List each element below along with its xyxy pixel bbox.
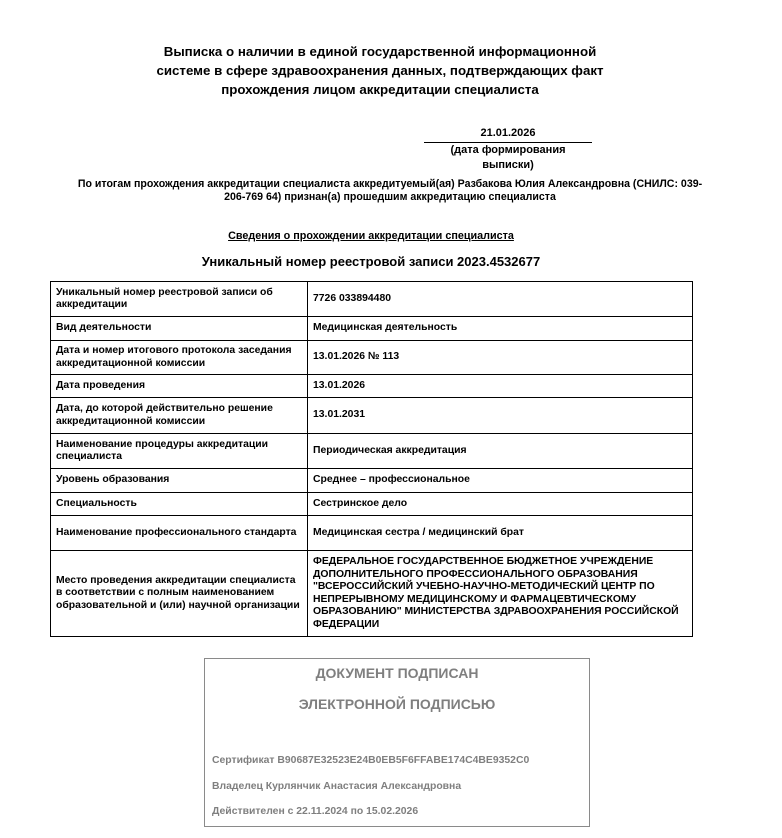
row-value: 13.01.2031 <box>308 398 693 434</box>
table-row <box>51 317 693 341</box>
table-row <box>51 398 693 434</box>
intro-line: По итогам прохождения аккредитации специалиста аккредитуемый(ая) Разбакова Юлия Александровна (СНИЛС: 039- <box>77 178 703 190</box>
stamp-title-line: ЭЛЕКТРОННОЙ ПОДПИСЬЮ <box>298 696 496 712</box>
accreditation-table <box>50 281 693 637</box>
table-row <box>51 516 693 551</box>
row-label: Уровень образования <box>51 469 308 493</box>
row-value: Среднее – профессиональное <box>308 469 693 493</box>
row-label: Дата проведения <box>51 375 308 398</box>
intro-paragraph <box>45 178 735 204</box>
electronic-signature-stamp <box>204 658 590 827</box>
row-label: Дата, до которой действительно решение аккредитационной комиссии <box>51 398 308 434</box>
row-value: ФЕДЕРАЛЬНОЕ ГОСУДАРСТВЕННОЕ БЮДЖЕТНОЕ УЧРЕЖДЕНИЕ ДОПОЛНИТЕЛЬНОГО ПРОФЕССИОНАЛЬНОГО ОБРАЗОВАНИЯ "ВСЕРОССИЙСКИЙ УЧЕБНО-НАУЧНО-МЕТОДИЧЕСКИЙ ЦЕНТР ПО НЕПРЕРЫВНОМУ МЕДИЦИНСКОМУ И ФАРМАЦЕВТИЧЕСКОМУ ОБРАЗОВАНИЮ" МИНИСТЕРСТВА ЗДРАВООХРАНЕНИЯ РОССИЙСКОЙ ФЕДЕРАЦИИ <box>308 551 693 637</box>
certificate-validity: Действителен с 22.11.2024 по 15.02.2026 <box>212 806 419 817</box>
formation-date-block <box>424 127 592 173</box>
table-row <box>51 551 693 637</box>
row-value: 7726 033894480 <box>308 282 693 317</box>
table-row <box>51 375 693 398</box>
table-row <box>51 434 693 469</box>
title-line: Выписка о наличии в единой государственной информационной <box>163 44 597 59</box>
table-row <box>51 282 693 317</box>
table-row <box>51 493 693 516</box>
title-line: прохождения лицом аккредитации специалиста <box>221 82 539 97</box>
row-label: Специальность <box>51 493 308 516</box>
row-value: Сестринское дело <box>308 493 693 516</box>
row-value: Периодическая аккредитация <box>308 434 693 469</box>
row-label: Дата и номер итогового протокола заседания аккредитационной комиссии <box>51 341 308 375</box>
section-heading: Сведения о прохождении аккредитации специалиста <box>228 230 514 242</box>
intro-line: 206-769 64) признан(а) прошедшим аккредитацию специалиста <box>224 191 556 203</box>
row-value: 13.01.2026 № 113 <box>308 341 693 375</box>
certificate-owner: Владелец Курлянчик Анастасия Александровна <box>212 781 462 792</box>
formation-date-caption: (дата формирования выписки) <box>450 144 566 171</box>
table-row <box>51 341 693 375</box>
formation-date: 21.01.2026 <box>424 127 592 143</box>
certificate-number: Сертификат B90687E32523E24B0EB5F6FFABE174C4BE9352C0 <box>212 755 530 766</box>
registry-number-heading: Уникальный номер реестровой записи 2023.4532677 <box>201 254 541 269</box>
row-value: Медицинская сестра / медицинский брат <box>308 516 693 551</box>
row-label: Вид деятельности <box>51 317 308 341</box>
stamp-title-line: ДОКУМЕНТ ПОДПИСАН <box>315 665 479 681</box>
row-value: 13.01.2026 <box>308 375 693 398</box>
row-label: Место проведения аккредитации специалиста в соответствии с полным наименованием образовательной и (или) научной организации <box>51 551 308 637</box>
table-row <box>51 469 693 493</box>
title-line: системе в сфере здравоохранения данных, подтверждающих факт <box>156 63 604 78</box>
row-label: Наименование процедуры аккредитации специалиста <box>51 434 308 469</box>
document-title <box>100 42 660 99</box>
row-value: Медицинская деятельность <box>308 317 693 341</box>
row-label: Уникальный номер реестровой записи об аккредитации <box>51 282 308 317</box>
row-label: Наименование профессионального стандарта <box>51 516 308 551</box>
